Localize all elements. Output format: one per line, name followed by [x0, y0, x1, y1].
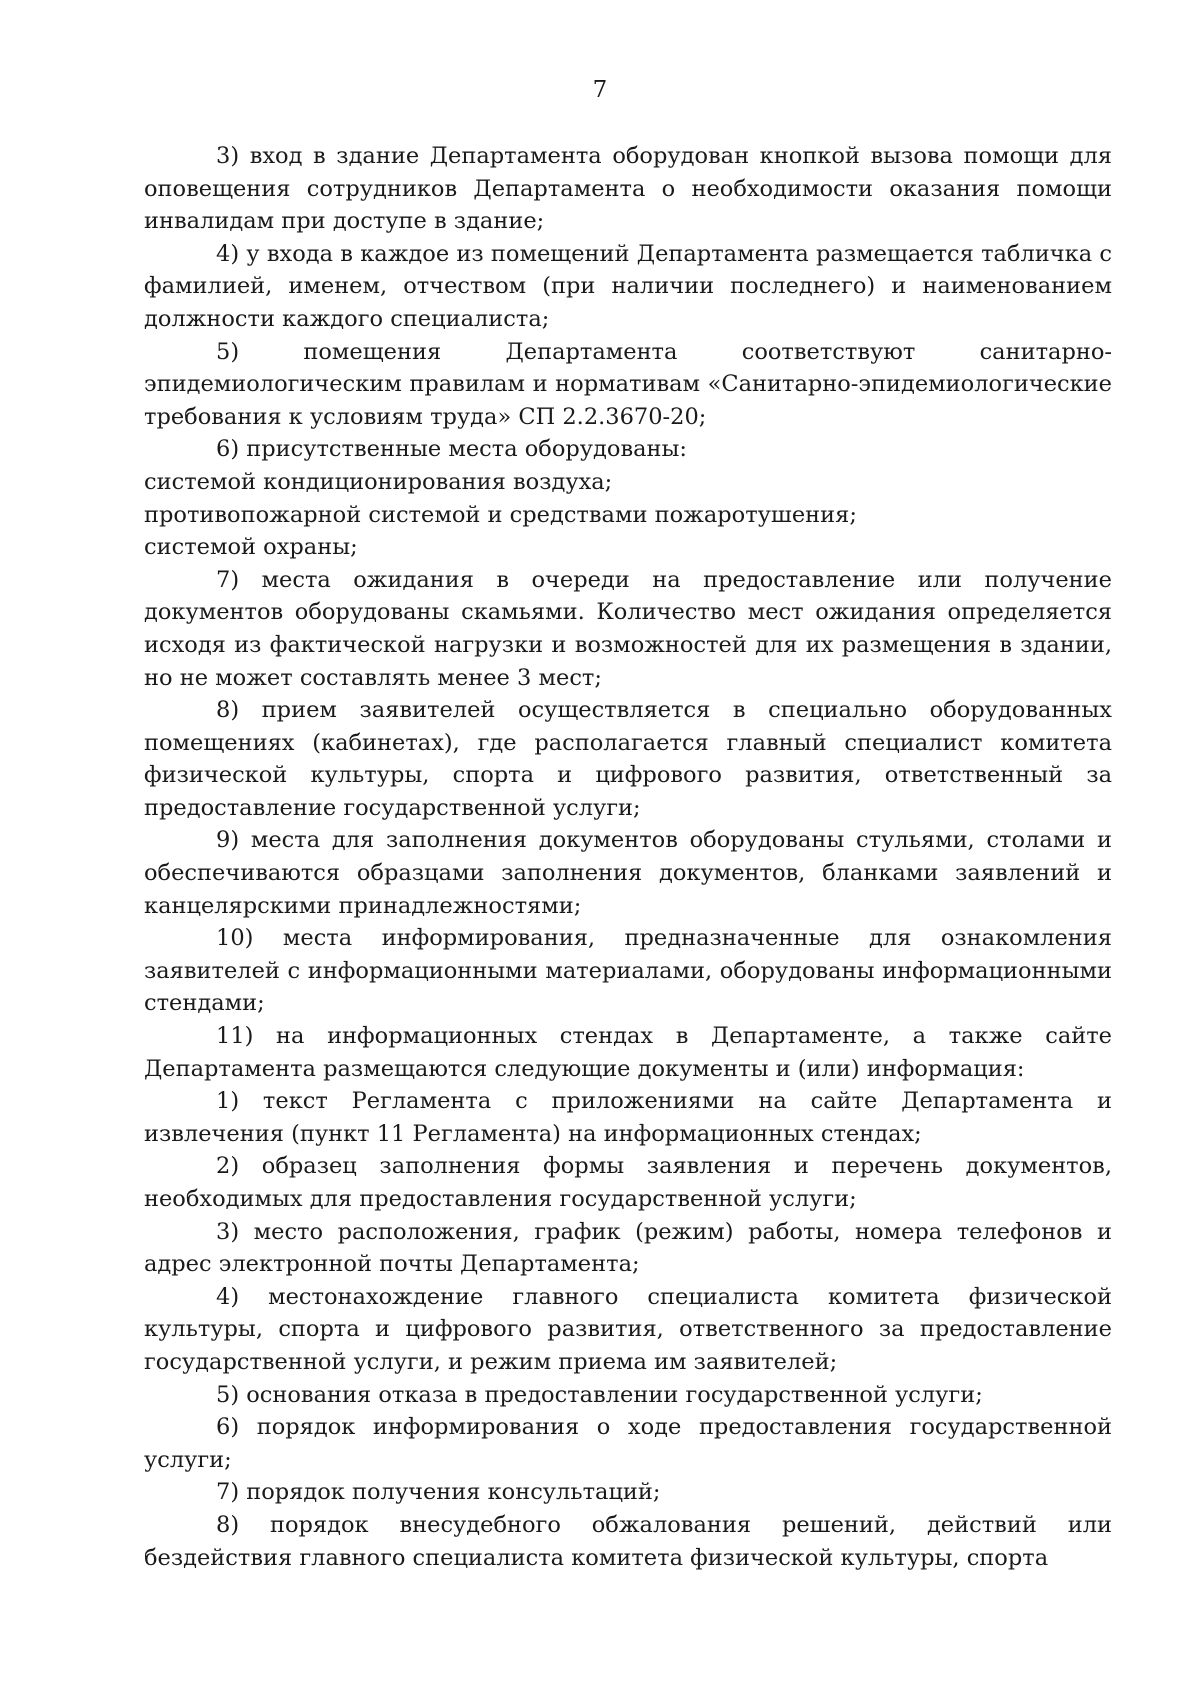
paragraph-item-6-equipment: 6) присутственные места оборудованы:	[216, 436, 688, 463]
paragraph-item-9-form-filling: 9) места для заполнения документов оборудованы стульями, столами и обеспечиваются образцами заполнения документов, бланками заявлений и канцелярскими принадлежностями;	[144, 827, 1112, 919]
paragraph-item-5-sanitary-rules: 5) помещения Департамента соответствуют санитарно-эпидемиологическим правилам и нормативам «Санитарно-эпидемиологические требования к условиям труда» СП 2.2.3670-20;	[144, 338, 1112, 430]
subitem-1-regulation-text: 1) текст Регламента с приложениями на сайте Департамента и извлечения (пункт 11 Регламента) на информационных стендах;	[144, 1088, 1112, 1147]
list-line-air-conditioning: системой кондиционирования воздуха;	[144, 468, 613, 495]
subitem-6-progress-info: 6) порядок информирования о ходе предоставления государственной услуги;	[144, 1414, 1112, 1473]
paragraph-item-10-info-places: 10) места информирования, предназначенные для ознакомления заявителей с информационными материалами, оборудованы информационными стендами;	[144, 925, 1112, 1017]
paragraph-item-3-entrance-button: 3) вход в здание Департамента оборудован кнопкой вызова помощи для оповещения сотрудников Департамента о необходимости оказания помощи инвалидам при доступе в здание;	[144, 143, 1112, 235]
list-line-fire-system: противопожарной системой и средствами пожаротушения;	[144, 501, 857, 528]
paragraph-item-8-reception: 8) прием заявителей осуществляется в специально оборудованных помещениях (кабинетах), где располагается главный специалист комитета физической культуры, спорта и цифрового развития, ответственный за предоставление государственной услуги;	[144, 697, 1112, 821]
subitem-4-specialist-location: 4) местонахождение главного специалиста комитета физической культуры, спорта и цифрового развития, ответственного за предоставление государственной услуги, и режим приема им заявителей;	[144, 1283, 1112, 1375]
document-body	[144, 140, 1112, 1574]
page-number: 7	[592, 77, 608, 103]
subitem-2-application-sample: 2) образец заполнения формы заявления и перечень документов, необходимых для предоставления государственной услуги;	[144, 1153, 1112, 1212]
subitem-3-location-schedule: 3) место расположения, график (режим) работы, номера телефонов и адрес электронной почты Департамента;	[144, 1218, 1112, 1278]
subitem-5-refusal-grounds: 5) основания отказа в предоставлении государственной услуги;	[216, 1381, 983, 1408]
subitem-7-consultations: 7) порядок получения консультаций;	[216, 1479, 661, 1506]
subitem-8-appeal-procedure: 8) порядок внесудебного обжалования решений, действий или бездействия главного специалиста комитета физической культуры, спорта	[144, 1511, 1112, 1571]
paragraph-item-4-door-sign: 4) у входа в каждое из помещений Департамента размещается табличка с фамилией, именем, отчеством (при наличии последнего) и наименованием должности каждого специалиста;	[144, 240, 1112, 332]
list-line-security-system: системой охраны;	[144, 534, 358, 561]
paragraph-item-7-waiting-places: 7) места ожидания в очереди на предоставление или получение документов оборудованы скамьями. Количество мест ожидания определяется исходя из фактической нагрузки и возможностей для их размещения в здании, но не может составлять менее 3 мест;	[144, 566, 1112, 691]
paragraph-item-11-info-stands: 11) на информационных стендах в Департаменте, а также сайте Департамента размещаются следующие документы и (или) информация:	[144, 1023, 1112, 1082]
